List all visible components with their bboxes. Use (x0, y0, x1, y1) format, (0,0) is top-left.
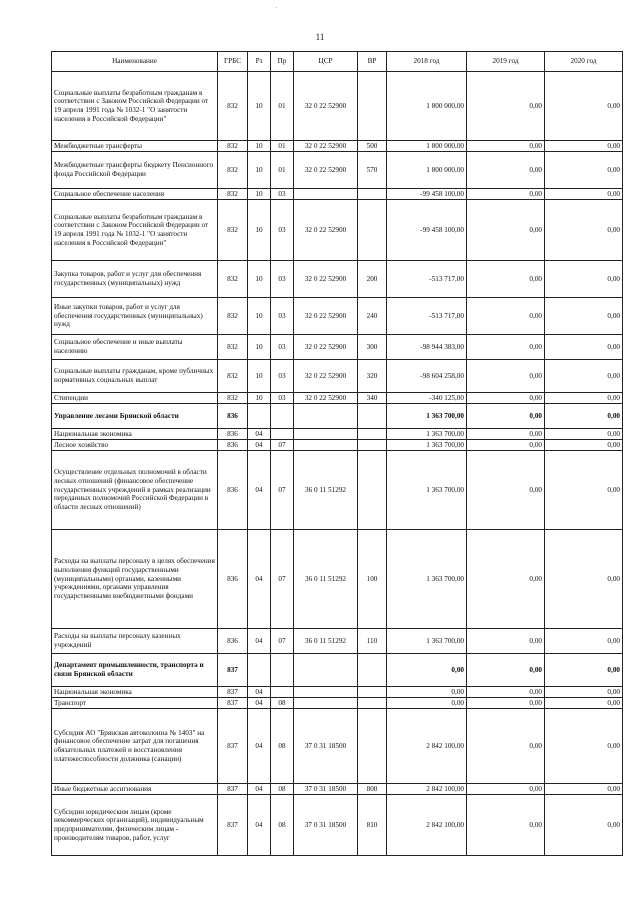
cell-grbs: 832 (218, 360, 248, 393)
cell-pr: 01 (271, 72, 294, 141)
cell-rz: 04 (248, 440, 271, 451)
cell-name: Расходы на выплаты персоналу казенных учреждений (52, 629, 218, 654)
page-number: 11 (315, 32, 325, 42)
cell-y2018: -513 717,00 (387, 261, 467, 298)
cell-y2019: 0,00 (467, 530, 545, 629)
cell-name: Закупка товаров, работ и услуг для обеспечения государственных (муниципальных) нужд (52, 261, 218, 298)
cell-csr: 32 0 22 52900 (294, 141, 358, 152)
table-body (52, 72, 623, 856)
cell-y2020: 0,00 (545, 530, 623, 629)
cell-y2020: 0,00 (545, 440, 623, 451)
cell-vr: 570 (358, 152, 387, 189)
cell-pr: 07 (271, 440, 294, 451)
cell-y2018: 1 363 700,00 (387, 404, 467, 429)
cell-grbs: 832 (218, 72, 248, 141)
cell-pr: 08 (271, 709, 294, 784)
cell-grbs: 837 (218, 698, 248, 709)
cell-y2019: 0,00 (467, 687, 545, 698)
cell-vr (358, 687, 387, 698)
cell-vr: 500 (358, 141, 387, 152)
cell-y2018: -98 604 258,00 (387, 360, 467, 393)
cell-grbs: 836 (218, 451, 248, 530)
cell-rz: 04 (248, 429, 271, 440)
cell-vr: 110 (358, 629, 387, 654)
cell-grbs: 832 (218, 393, 248, 404)
cell-vr: 810 (358, 795, 387, 856)
cell-pr: 08 (271, 795, 294, 856)
cell-vr (358, 709, 387, 784)
cell-y2019: 0,00 (467, 152, 545, 189)
cell-csr (294, 189, 358, 200)
cell-grbs: 832 (218, 189, 248, 200)
cell-y2018: 2 842 100,00 (387, 795, 467, 856)
cell-grbs: 837 (218, 795, 248, 856)
cell-vr (358, 404, 387, 429)
cell-y2020: 0,00 (545, 152, 623, 189)
cell-y2020: 0,00 (545, 687, 623, 698)
cell-grbs: 832 (218, 141, 248, 152)
cell-csr (294, 440, 358, 451)
budget-table (51, 51, 623, 856)
cell-pr: 03 (271, 360, 294, 393)
cell-csr: 36 0 11 51292 (294, 451, 358, 530)
cell-csr (294, 654, 358, 687)
cell-rz: 04 (248, 629, 271, 654)
cell-name: Лесное хозяйство (52, 440, 218, 451)
table-row (52, 654, 623, 687)
cell-grbs: 836 (218, 440, 248, 451)
table-row (52, 404, 623, 429)
cell-y2019: 0,00 (467, 784, 545, 795)
cell-y2020: 0,00 (545, 795, 623, 856)
cell-rz (248, 654, 271, 687)
cell-grbs: 836 (218, 429, 248, 440)
cell-grbs: 836 (218, 530, 248, 629)
cell-name: Иные закупки товаров, работ и услуг для обеспечения государственных (муниципальных) нужд (52, 298, 218, 335)
cell-rz: 04 (248, 709, 271, 784)
cell-pr (271, 404, 294, 429)
table-row (52, 784, 623, 795)
cell-name: Управление лесами Брянской области (52, 404, 218, 429)
col-header-vr: ВР (358, 52, 387, 72)
cell-pr (271, 687, 294, 698)
cell-pr: 01 (271, 141, 294, 152)
table-row (52, 687, 623, 698)
cell-vr: 800 (358, 784, 387, 795)
cell-y2019: 0,00 (467, 795, 545, 856)
cell-rz: 10 (248, 72, 271, 141)
cell-rz: 04 (248, 451, 271, 530)
cell-csr: 37 0 31 18500 (294, 709, 358, 784)
cell-y2018: 2 842 100,00 (387, 709, 467, 784)
cell-name: Субсидия АО "Брянская автоколонна № 1403" на финансовое обеспечение затрат для погашения обязательных платежей и восстановления платежеспособности должника (санации) (52, 709, 218, 784)
cell-y2019: 0,00 (467, 709, 545, 784)
table-row (52, 298, 623, 335)
cell-vr (358, 698, 387, 709)
cell-pr: 03 (271, 261, 294, 298)
cell-y2018: 1 363 700,00 (387, 429, 467, 440)
cell-name: Осуществление отдельных полномочий в области лесных отношений (финансовое обеспечение государственных учреждений в рамках реализации переданных полномочий Российской Федерации в области лесных отношений) (52, 451, 218, 530)
cell-name: Субсидии юридическим лицам (кроме некоммерческих организаций), индивидуальным предпринимателям, физическим лицам - производителям товаров, работ, услуг (52, 795, 218, 856)
cell-name: Межбюджетные трансферты бюджету Пенсионного фонда Российской Федерации (52, 152, 218, 189)
cell-grbs: 837 (218, 687, 248, 698)
cell-csr: 36 0 11 51292 (294, 530, 358, 629)
cell-csr (294, 404, 358, 429)
cell-name: Социальные выплаты безработным гражданам в соответствии с Законом Российской Федерации от 19 апреля 1991 года № 1032-1 "О занятости населения в Российской Федерации" (52, 200, 218, 261)
cell-name: Национальная экономика (52, 687, 218, 698)
cell-y2020: 0,00 (545, 200, 623, 261)
table-row (52, 530, 623, 629)
cell-name: Расходы на выплаты персоналу в целях обеспечения выполнения функций государственными (муниципальными) органами, казенными учреждениями, органами управления государственными внебюджетными фондами (52, 530, 218, 629)
cell-pr (271, 429, 294, 440)
cell-pr: 01 (271, 152, 294, 189)
cell-y2020: 0,00 (545, 404, 623, 429)
col-header-2019: 2019 год (467, 52, 545, 72)
col-header-name: Наименование (52, 52, 218, 72)
cell-rz: 10 (248, 298, 271, 335)
cell-y2019: 0,00 (467, 404, 545, 429)
cell-name: Иные бюджетные ассигнования (52, 784, 218, 795)
cell-vr (358, 429, 387, 440)
cell-pr: 08 (271, 784, 294, 795)
cell-y2019: 0,00 (467, 429, 545, 440)
table-header-row (52, 52, 623, 72)
cell-name: Социальное обеспечение населения (52, 189, 218, 200)
cell-y2018: 1 800 000,00 (387, 152, 467, 189)
cell-pr: 03 (271, 335, 294, 360)
col-header-csr: ЦСР (294, 52, 358, 72)
cell-vr (358, 200, 387, 261)
cell-grbs: 832 (218, 152, 248, 189)
cell-y2018: 0,00 (387, 654, 467, 687)
cell-rz: 10 (248, 335, 271, 360)
cell-grbs: 832 (218, 261, 248, 298)
top-mark: ' (276, 7, 278, 13)
cell-name: Департамент промышленности, транспорта и связи Брянской области (52, 654, 218, 687)
cell-y2019: 0,00 (467, 629, 545, 654)
cell-y2020: 0,00 (545, 429, 623, 440)
table-row (52, 141, 623, 152)
cell-csr (294, 698, 358, 709)
table-row (52, 451, 623, 530)
table-row (52, 261, 623, 298)
col-header-rz: Рз (248, 52, 271, 72)
table-row (52, 72, 623, 141)
cell-name: Социальные выплаты гражданам, кроме публичных нормативных социальных выплат (52, 360, 218, 393)
cell-vr: 340 (358, 393, 387, 404)
cell-y2018: 2 842 100,00 (387, 784, 467, 795)
cell-csr: 32 0 22 52900 (294, 72, 358, 141)
cell-y2018: 1 363 700,00 (387, 440, 467, 451)
cell-grbs: 832 (218, 335, 248, 360)
cell-vr: 100 (358, 530, 387, 629)
cell-pr: 03 (271, 393, 294, 404)
cell-y2020: 0,00 (545, 709, 623, 784)
cell-csr: 32 0 22 52900 (294, 360, 358, 393)
cell-y2019: 0,00 (467, 654, 545, 687)
table-row (52, 152, 623, 189)
cell-vr (358, 451, 387, 530)
cell-y2020: 0,00 (545, 654, 623, 687)
cell-csr: 36 0 11 51292 (294, 629, 358, 654)
cell-grbs: 837 (218, 784, 248, 795)
cell-vr (358, 440, 387, 451)
cell-rz: 04 (248, 698, 271, 709)
cell-y2018: -98 944 383,00 (387, 335, 467, 360)
cell-rz: 04 (248, 687, 271, 698)
cell-rz: 04 (248, 530, 271, 629)
cell-rz: 04 (248, 795, 271, 856)
cell-pr: 03 (271, 298, 294, 335)
cell-pr (271, 654, 294, 687)
col-header-grbs: ГРБС (218, 52, 248, 72)
cell-vr: 200 (358, 261, 387, 298)
cell-y2019: 0,00 (467, 200, 545, 261)
cell-rz: 10 (248, 141, 271, 152)
col-header-pr: Пр (271, 52, 294, 72)
cell-csr: 32 0 22 52900 (294, 335, 358, 360)
cell-y2018: 1 363 700,00 (387, 451, 467, 530)
cell-csr: 37 0 31 18500 (294, 784, 358, 795)
col-header-2018: 2018 год (387, 52, 467, 72)
cell-csr: 32 0 22 52900 (294, 261, 358, 298)
cell-y2020: 0,00 (545, 298, 623, 335)
cell-rz: 10 (248, 200, 271, 261)
cell-rz (248, 404, 271, 429)
cell-pr: 07 (271, 451, 294, 530)
cell-grbs: 837 (218, 709, 248, 784)
table-row (52, 709, 623, 784)
cell-rz: 10 (248, 261, 271, 298)
cell-y2020: 0,00 (545, 393, 623, 404)
cell-y2019: 0,00 (467, 451, 545, 530)
cell-pr: 08 (271, 698, 294, 709)
cell-grbs: 832 (218, 298, 248, 335)
cell-csr: 32 0 22 52900 (294, 393, 358, 404)
cell-rz: 10 (248, 189, 271, 200)
cell-pr: 03 (271, 189, 294, 200)
cell-name: Межбюджетные трансферты (52, 141, 218, 152)
cell-csr: 32 0 22 52900 (294, 298, 358, 335)
cell-y2018: 0,00 (387, 698, 467, 709)
cell-y2019: 0,00 (467, 335, 545, 360)
cell-y2020: 0,00 (545, 451, 623, 530)
cell-y2020: 0,00 (545, 784, 623, 795)
cell-y2018: 1 363 700,00 (387, 530, 467, 629)
cell-csr: 32 0 22 52900 (294, 200, 358, 261)
cell-name: Транспорт (52, 698, 218, 709)
cell-rz: 10 (248, 393, 271, 404)
cell-y2019: 0,00 (467, 393, 545, 404)
table-row (52, 189, 623, 200)
cell-vr: 300 (358, 335, 387, 360)
cell-y2020: 0,00 (545, 360, 623, 393)
cell-pr: 03 (271, 200, 294, 261)
cell-grbs: 832 (218, 200, 248, 261)
cell-csr (294, 429, 358, 440)
cell-rz: 04 (248, 784, 271, 795)
cell-y2020: 0,00 (545, 261, 623, 298)
cell-y2018: -340 125,00 (387, 393, 467, 404)
cell-vr (358, 654, 387, 687)
table-row (52, 360, 623, 393)
cell-y2019: 0,00 (467, 698, 545, 709)
cell-y2019: 0,00 (467, 141, 545, 152)
cell-y2019: 0,00 (467, 440, 545, 451)
cell-grbs: 836 (218, 404, 248, 429)
table-row (52, 795, 623, 856)
cell-rz: 10 (248, 360, 271, 393)
table-row (52, 200, 623, 261)
cell-vr (358, 72, 387, 141)
cell-y2020: 0,00 (545, 72, 623, 141)
col-header-2020: 2020 год (545, 52, 623, 72)
cell-y2018: 0,00 (387, 687, 467, 698)
cell-grbs: 837 (218, 654, 248, 687)
cell-y2018: 1 363 700,00 (387, 629, 467, 654)
cell-y2019: 0,00 (467, 298, 545, 335)
cell-pr: 07 (271, 530, 294, 629)
cell-y2020: 0,00 (545, 335, 623, 360)
table-row (52, 698, 623, 709)
cell-y2020: 0,00 (545, 189, 623, 200)
cell-name: Национальная экономика (52, 429, 218, 440)
cell-y2018: -99 458 100,00 (387, 189, 467, 200)
cell-y2019: 0,00 (467, 360, 545, 393)
cell-pr: 07 (271, 629, 294, 654)
table-row (52, 629, 623, 654)
cell-vr: 240 (358, 298, 387, 335)
cell-y2019: 0,00 (467, 72, 545, 141)
table-row (52, 440, 623, 451)
cell-name: Социальные выплаты безработным гражданам в соответствии с Законом Российской Федерации от 19 апреля 1991 года № 1032-1 "О занятости населения в Российской Федерации" (52, 72, 218, 141)
cell-y2018: 1 800 000,00 (387, 72, 467, 141)
cell-y2020: 0,00 (545, 629, 623, 654)
cell-y2019: 0,00 (467, 261, 545, 298)
cell-vr (358, 189, 387, 200)
cell-y2020: 0,00 (545, 141, 623, 152)
cell-grbs: 836 (218, 629, 248, 654)
table-row (52, 429, 623, 440)
cell-y2018: -513 717,00 (387, 298, 467, 335)
cell-y2019: 0,00 (467, 189, 545, 200)
table-row (52, 393, 623, 404)
cell-name: Стипендии (52, 393, 218, 404)
table-row (52, 335, 623, 360)
cell-vr: 320 (358, 360, 387, 393)
cell-y2020: 0,00 (545, 698, 623, 709)
cell-name: Социальное обеспечение и иные выплаты населению (52, 335, 218, 360)
cell-y2018: 1 800 000,00 (387, 141, 467, 152)
cell-csr (294, 687, 358, 698)
cell-y2018: -99 458 100,00 (387, 200, 467, 261)
cell-rz: 10 (248, 152, 271, 189)
cell-csr: 37 0 31 18500 (294, 795, 358, 856)
cell-csr: 32 0 22 52900 (294, 152, 358, 189)
